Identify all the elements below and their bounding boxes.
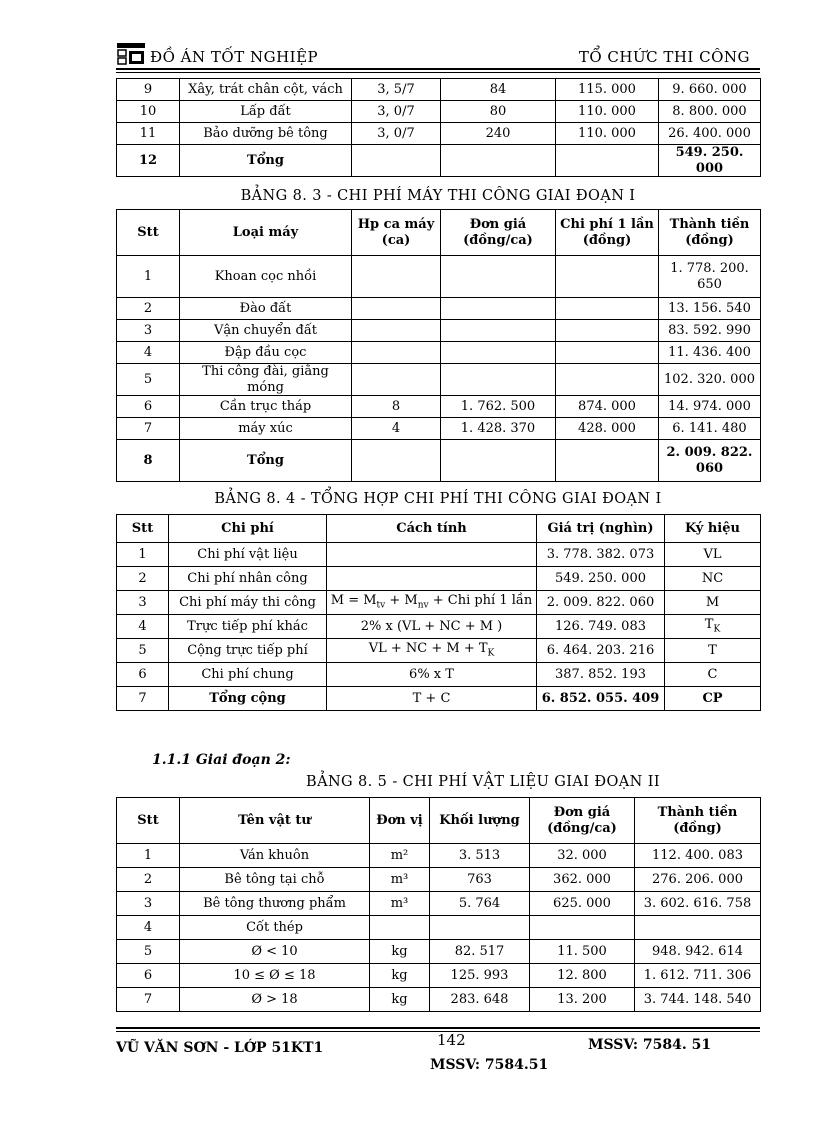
value-cell: 2. 009. 822. 060 — [537, 591, 665, 615]
days-cell — [352, 145, 441, 177]
symbol-subscript: K — [713, 624, 721, 635]
table-row — [117, 591, 761, 615]
labor-cost-table-continued — [116, 78, 761, 177]
quantity-cell: 3. 513 — [430, 844, 530, 868]
formula-subscript: nv — [417, 600, 429, 611]
formula-cell — [327, 615, 537, 639]
shift-cell: 4 — [352, 418, 441, 440]
amount-cell: 112. 400. 083 — [635, 844, 761, 868]
table-row — [117, 342, 761, 364]
symbol-text: CP — [702, 690, 723, 706]
table-row — [117, 145, 761, 177]
amount-cell: 83. 592. 990 — [659, 320, 761, 342]
amount-cell: 3. 744. 148. 540 — [635, 988, 761, 1012]
table-row — [117, 964, 761, 988]
one-time-cost-cell: 874. 000 — [556, 396, 659, 418]
footer-rule — [116, 1027, 760, 1029]
section-heading: 1.1.1 Giai đoạn 2: — [152, 752, 291, 768]
formula-text: + M — [385, 593, 418, 609]
amount-cell: 1. 778. 200. 650 — [659, 256, 761, 298]
table-row — [117, 79, 761, 101]
material-name-cell: Ø < 10 — [180, 940, 370, 964]
unit-price-cell: 1. 762. 500 — [441, 396, 556, 418]
table-8-5-header: Stt — [117, 798, 180, 844]
unit-price-cell — [441, 440, 556, 482]
one-time-cost-cell — [556, 342, 659, 364]
unit-price-cell — [441, 342, 556, 364]
material-name-cell: Bê tông thương phẩm — [180, 892, 370, 916]
table-row — [117, 298, 761, 320]
quantity-cell: 763 — [430, 868, 530, 892]
machine-name-cell: Vận chuyển đất — [180, 320, 352, 342]
stt-cell: 9 — [117, 79, 180, 101]
stt-cell: 3 — [117, 591, 169, 615]
work-name-cell: Tổng — [180, 145, 352, 177]
header-left-title: ĐỒ ÁN TỐT NGHIỆP — [150, 48, 319, 66]
table-row — [117, 940, 761, 964]
days-cell: 3, 0/7 — [352, 123, 441, 145]
table-8-3-header: Chi phí 1 lần (đồng) — [556, 210, 659, 256]
table-8-5-header: Đơn giá (đồng/ca) — [530, 798, 635, 844]
table-8-5-header: Đơn vị — [370, 798, 430, 844]
unit-price-cell: 1. 428. 370 — [441, 418, 556, 440]
symbol-cell — [665, 567, 761, 591]
stt-cell: 6 — [117, 663, 169, 687]
quantity-cell: 125. 993 — [430, 964, 530, 988]
amount-cell: 11. 436. 400 — [659, 342, 761, 364]
stt-cell: 5 — [117, 364, 180, 396]
amount-cell: 549. 250. 000 — [659, 145, 761, 177]
stt-cell: 1 — [117, 256, 180, 298]
stt-cell: 3 — [117, 892, 180, 916]
cost-name-cell: Chi phí máy thi công — [169, 591, 327, 615]
table-row — [117, 543, 761, 567]
cost-name-cell: Cộng trực tiếp phí — [169, 639, 327, 663]
table-row — [117, 396, 761, 418]
table-row — [117, 916, 761, 940]
unit-price-cell — [556, 145, 659, 177]
table-8-4-title: BẢNG 8. 4 - TỔNG HỢP CHI PHÍ THI CÔNG GIAI ĐOẠN I — [214, 491, 662, 507]
table-8-4-header: Giá trị (nghìn) — [537, 515, 665, 543]
shift-cell — [352, 298, 441, 320]
amount-cell: 8. 800. 000 — [659, 101, 761, 123]
stt-cell: 6 — [117, 964, 180, 988]
stt-cell: 2 — [117, 567, 169, 591]
stt-cell: 2 — [117, 868, 180, 892]
table-row — [117, 101, 761, 123]
shift-cell: 8 — [352, 396, 441, 418]
stt-cell: 1 — [117, 844, 180, 868]
material-name-cell: Ván khuôn — [180, 844, 370, 868]
amount-cell: 14. 974. 000 — [659, 396, 761, 418]
table-8-3-title: BẢNG 8. 3 - CHI PHÍ MÁY THI CÔNG GIAI ĐOẠN I — [240, 188, 636, 204]
formula-text: T + C — [412, 690, 451, 706]
symbol-text: C — [707, 666, 718, 682]
shift-cell — [352, 364, 441, 396]
unit-price-cell: 11. 500 — [530, 940, 635, 964]
table-row — [117, 988, 761, 1012]
table-row — [117, 687, 761, 711]
table-8-3-header: Loại máy — [180, 210, 352, 256]
symbol-cell — [665, 687, 761, 711]
material-name-cell: Bê tông tại chỗ — [180, 868, 370, 892]
table-8-4-header: Cách tính — [327, 515, 537, 543]
table-row — [117, 844, 761, 868]
one-time-cost-cell: 428. 000 — [556, 418, 659, 440]
table-8-3 — [116, 209, 761, 482]
stt-cell: 2 — [117, 298, 180, 320]
footer-author: VŨ VĂN SƠN - LỚP 51KT1 — [116, 1040, 324, 1056]
table-8-3-header: Stt — [117, 210, 180, 256]
amount-cell: 948. 942. 614 — [635, 940, 761, 964]
table-8-5 — [116, 797, 761, 1012]
unit-price-cell — [441, 256, 556, 298]
table-row — [117, 440, 761, 482]
machine-name-cell: Cần trục tháp — [180, 396, 352, 418]
amount-cell — [635, 916, 761, 940]
shift-cell — [352, 320, 441, 342]
unit-price-cell: 625. 000 — [530, 892, 635, 916]
logo-icon — [116, 42, 146, 66]
cost-name-cell: Chi phí chung — [169, 663, 327, 687]
cost-name-cell: Trực tiếp phí khác — [169, 615, 327, 639]
unit-price-cell: 110. 000 — [556, 101, 659, 123]
material-name-cell: Ø > 18 — [180, 988, 370, 1012]
formula-text: VL + NC + M + T — [368, 641, 488, 657]
value-cell: 549. 250. 000 — [537, 567, 665, 591]
table-8-3-header: Thành tiền (đồng) — [659, 210, 761, 256]
stt-cell: 4 — [117, 615, 169, 639]
table-row — [117, 639, 761, 663]
symbol-cell — [665, 591, 761, 615]
table-row — [117, 663, 761, 687]
table-8-5-title: BẢNG 8. 5 - CHI PHÍ VẬT LIỆU GIAI ĐOẠN II — [306, 774, 660, 790]
formula-text: M = M — [330, 593, 377, 609]
table-row — [117, 868, 761, 892]
amount-cell: 3. 602. 616. 758 — [635, 892, 761, 916]
stt-cell: 12 — [117, 145, 180, 177]
table-row — [117, 123, 761, 145]
stt-cell: 4 — [117, 342, 180, 364]
stt-cell: 7 — [117, 988, 180, 1012]
page-number: 142 — [437, 1031, 466, 1049]
workers-cell: 240 — [441, 123, 556, 145]
workers-cell: 84 — [441, 79, 556, 101]
one-time-cost-cell — [556, 320, 659, 342]
days-cell: 3, 0/7 — [352, 101, 441, 123]
amount-cell: 9. 660. 000 — [659, 79, 761, 101]
unit-price-cell: 115. 000 — [556, 79, 659, 101]
table-row — [117, 418, 761, 440]
symbol-text: M — [705, 594, 720, 610]
amount-cell: 1. 612. 711. 306 — [635, 964, 761, 988]
unit-cell: kg — [370, 940, 430, 964]
stt-cell: 4 — [117, 916, 180, 940]
machine-name-cell: Khoan cọc nhồi — [180, 256, 352, 298]
stt-cell: 8 — [117, 440, 180, 482]
unit-price-cell: 32. 000 — [530, 844, 635, 868]
quantity-cell: 5. 764 — [430, 892, 530, 916]
formula-text: 2% x (VL + NC + M ) — [360, 618, 503, 634]
unit-price-cell: 362. 000 — [530, 868, 635, 892]
unit-cell — [370, 916, 430, 940]
work-name-cell: Lấp đất — [180, 101, 352, 123]
formula-text: 6% x T — [409, 666, 454, 682]
cost-name-cell: Tổng cộng — [169, 687, 327, 711]
header-right-title: TỔ CHỨC THI CÔNG — [578, 48, 750, 66]
quantity-cell — [430, 916, 530, 940]
table-row — [117, 567, 761, 591]
unit-cell: m³ — [370, 868, 430, 892]
table-row — [117, 256, 761, 298]
value-cell: 387. 852. 193 — [537, 663, 665, 687]
machine-name-cell: Đào đất — [180, 298, 352, 320]
one-time-cost-cell — [556, 440, 659, 482]
unit-price-cell: 12. 800 — [530, 964, 635, 988]
symbol-text: VL — [703, 546, 722, 562]
unit-cell: m³ — [370, 892, 430, 916]
value-cell: 3. 778. 382. 073 — [537, 543, 665, 567]
stt-cell: 5 — [117, 940, 180, 964]
days-cell: 3, 5/7 — [352, 79, 441, 101]
one-time-cost-cell — [556, 256, 659, 298]
shift-cell — [352, 440, 441, 482]
value-cell: 6. 852. 055. 409 — [537, 687, 665, 711]
formula-text: + Chi phí 1 lần — [428, 593, 533, 609]
amount-cell: 102. 320. 000 — [659, 364, 761, 396]
symbol-text: T — [704, 617, 714, 633]
machine-name-cell: máy xúc — [180, 418, 352, 440]
shift-cell — [352, 342, 441, 364]
stt-cell: 3 — [117, 320, 180, 342]
material-name-cell: 10 ≤ Ø ≤ 18 — [180, 964, 370, 988]
formula-subscript: tv — [376, 600, 386, 611]
formula-cell — [327, 543, 537, 567]
workers-cell — [441, 145, 556, 177]
table-8-4-header: Chi phí — [169, 515, 327, 543]
unit-price-cell — [441, 320, 556, 342]
page-header — [116, 38, 760, 72]
symbol-cell — [665, 639, 761, 663]
unit-cell: kg — [370, 964, 430, 988]
machine-name-cell: Tổng — [180, 440, 352, 482]
unit-price-cell — [530, 916, 635, 940]
cost-name-cell: Chi phí nhân công — [169, 567, 327, 591]
formula-cell — [327, 663, 537, 687]
table-row — [117, 615, 761, 639]
table-8-4-header: Ký hiệu — [665, 515, 761, 543]
unit-price-cell — [441, 298, 556, 320]
stt-cell: 5 — [117, 639, 169, 663]
work-name-cell: Xây, trát chân cột, vách — [180, 79, 352, 101]
symbol-cell — [665, 663, 761, 687]
stt-cell: 1 — [117, 543, 169, 567]
symbol-cell — [665, 615, 761, 639]
amount-cell: 6. 141. 480 — [659, 418, 761, 440]
cost-name-cell: Chi phí vật liệu — [169, 543, 327, 567]
symbol-text: NC — [701, 570, 724, 586]
machine-name-cell: Thi công đài, giằng móng — [180, 364, 352, 396]
value-cell: 6. 464. 203. 216 — [537, 639, 665, 663]
unit-cell: m² — [370, 844, 430, 868]
stt-cell: 6 — [117, 396, 180, 418]
machine-name-cell: Đập đầu cọc — [180, 342, 352, 364]
quantity-cell: 283. 648 — [430, 988, 530, 1012]
formula-cell — [327, 639, 537, 663]
stt-cell: 7 — [117, 687, 169, 711]
table-8-4-header: Stt — [117, 515, 169, 543]
stt-cell: 11 — [117, 123, 180, 145]
table-8-5-header: Thành tiền (đồng) — [635, 798, 761, 844]
footer-student-id: MSSV: 7584. 51 — [588, 1037, 712, 1053]
formula-subscript: K — [487, 648, 495, 659]
formula-cell — [327, 591, 537, 615]
shift-cell — [352, 256, 441, 298]
table-row — [117, 892, 761, 916]
header-rule — [116, 68, 760, 70]
formula-cell — [327, 567, 537, 591]
table-8-4 — [116, 514, 761, 711]
unit-cell: kg — [370, 988, 430, 1012]
formula-cell — [327, 687, 537, 711]
symbol-cell — [665, 543, 761, 567]
one-time-cost-cell — [556, 364, 659, 396]
work-name-cell: Bảo dưỡng bê tông — [180, 123, 352, 145]
one-time-cost-cell — [556, 298, 659, 320]
table-8-3-header: Hp ca máy (ca) — [352, 210, 441, 256]
amount-cell: 26. 400. 000 — [659, 123, 761, 145]
table-row — [117, 364, 761, 396]
value-cell: 126. 749. 083 — [537, 615, 665, 639]
amount-cell: 276. 206. 000 — [635, 868, 761, 892]
table-8-5-header: Tên vật tư — [180, 798, 370, 844]
table-row — [117, 320, 761, 342]
amount-cell: 2. 009. 822. 060 — [659, 440, 761, 482]
header-rule-thin — [116, 72, 760, 73]
unit-price-cell: 110. 000 — [556, 123, 659, 145]
footer-student-id-below: MSSV: 7584.51 — [430, 1057, 549, 1073]
workers-cell: 80 — [441, 101, 556, 123]
material-name-cell: Cốt thép — [180, 916, 370, 940]
symbol-text: T — [708, 642, 717, 658]
amount-cell: 13. 156. 540 — [659, 298, 761, 320]
table-8-5-header: Khối lượng — [430, 798, 530, 844]
table-8-3-header: Đơn giá (đồng/ca) — [441, 210, 556, 256]
stt-cell: 7 — [117, 418, 180, 440]
stt-cell: 10 — [117, 101, 180, 123]
unit-price-cell: 13. 200 — [530, 988, 635, 1012]
unit-price-cell — [441, 364, 556, 396]
quantity-cell: 82. 517 — [430, 940, 530, 964]
